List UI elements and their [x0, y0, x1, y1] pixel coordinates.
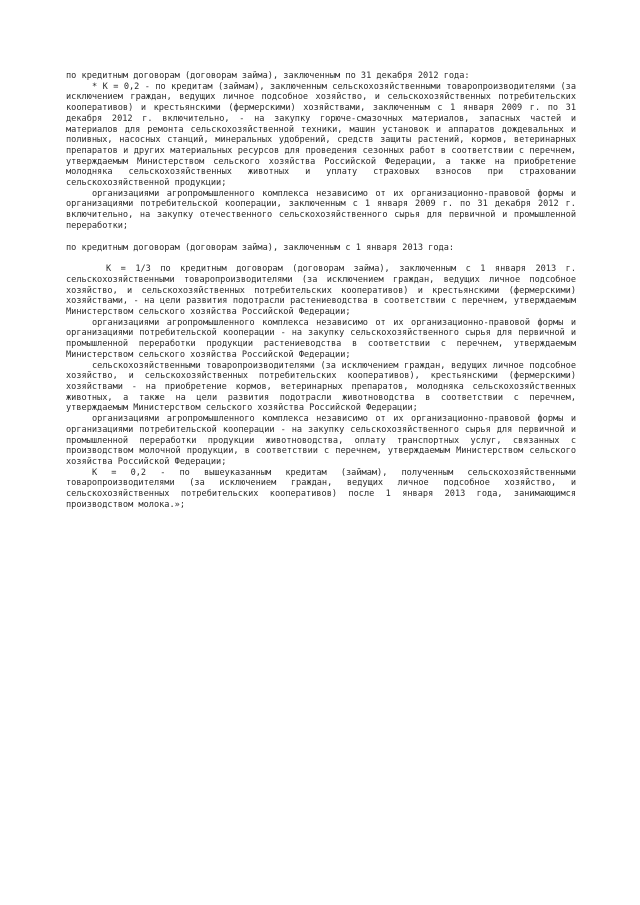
paragraph-intro-2013: по кредитным договорам (договорам займа), заключенным с 1 января 2013 года: [66, 242, 455, 253]
paragraph-gap [66, 253, 576, 264]
paragraph-gap [66, 232, 576, 243]
paragraph-k-02-milk: K = 0,2 - по вышеуказанным кредитам (займам), полученным сельскохозяйственными товаропроизводителями (за исключением граждан, ведущих личное подсобное хозяйство, и сельскохозяйственных потребительских кооперативов) после 1 января 2013 года, занимающимся производством молока.»; [66, 467, 582, 510]
paragraph-agro-plant-processing: организациями агропромышленного комплекса независимо от их организационно-правовой формы и организациями потребительской кооперации - на закупку сельскохозяйственного сырья для первичной и промышленной переработки продукции растениеводства в соответствии с перечнем, утверждаемым Министерством сельского хозяйства Российской Федерации; [66, 317, 582, 360]
paragraph-k-02-2012: * K = 0,2 - по кредитам (займам), заключенным сельскохозяйственными товаропроизводителями (за исключением граждан, ведущих личное подсобное хозяйство, и сельскохозяйственных потребительских кооперативов) и крестьянскими (фермерскими) хозяйствами, заключенным с 1 января 2009 г. по 31 декабря 2012 г. включительно, - на закупку горюче-смазочных материалов, запасных частей и материалов для ремонта сельскохозяйственной техники, машин установок и аппаратов дождевальных и поливных, насосных станций, минеральных удобрений, средств защиты растений, кормов, ветеринарных препаратов и других материальных ресурсов для проведения сезонных работ в соответствии с перечнем, утверждаемым Министерством сельского хозяйства Российской Федерации, а также на приобретение молодняка сельскохозяйственных животных и уплату страховых взносов при страховании сельскохозяйственной продукции; [66, 81, 582, 189]
paragraph-k-1-3: K = 1/3 по кредитным договорам (договорам займа), заключенным с 1 января 2013 г. сельскохозяйственными товаропроизводителями (за исключением граждан, ведущих личное подсобное хозяйство, и сельскохозяйственных потребительских кооперативов) и крестьянскими (фермерскими) хозяйствами, - на цели развития подотрасли растениеводства в соответствии с перечнем, утверждаемым Министерством сельского хозяйства Российской Федерации; [66, 264, 582, 318]
paragraph-agro-livestock-processing: организациями агропромышленного комплекса независимо от их организационно-правовой формы и организациями потребительской кооперации - на закупку сельскохозяйственного сырья для первичной и промышленной переработки продукции животноводства, оплату транспортных услуг, связанных с производством молочной продукции, в соответствии с перечнем, утверждаемым Министерством сельского хозяйства Российской Федерации; [66, 414, 582, 467]
paragraph-agro-organizations-2012: организациями агропромышленного комплекса независимо от их организационно-правовой формы и организациями потребительской кооперации, заключенным с 1 января 2009 г. по 31 декабря 2012 г. включительно, на закупку отечественного сельскохозяйственного сырья для первичной и промышленной переработки; [66, 188, 582, 231]
paragraph-intro-2012: по кредитным договорам (договорам займа), заключенным по 31 декабря 2012 года: [66, 71, 470, 81]
document-body [66, 71, 582, 510]
paragraph-livestock-producers: сельскохозяйственными товаропроизводителями (за исключением граждан, ведущих личное подсобное хозяйство, и сельскохозяйственных потребительских кооперативов), крестьянскими (фермерскими) хозяйствами - на приобретение кормов, ветеринарных препаратов, молодняка сельскохозяйственных животных, а также на цели развития подотрасли животноводства в соответствии с перечнем, утверждаемым Министерством сельского хозяйства Российской Федерации; [66, 360, 582, 414]
